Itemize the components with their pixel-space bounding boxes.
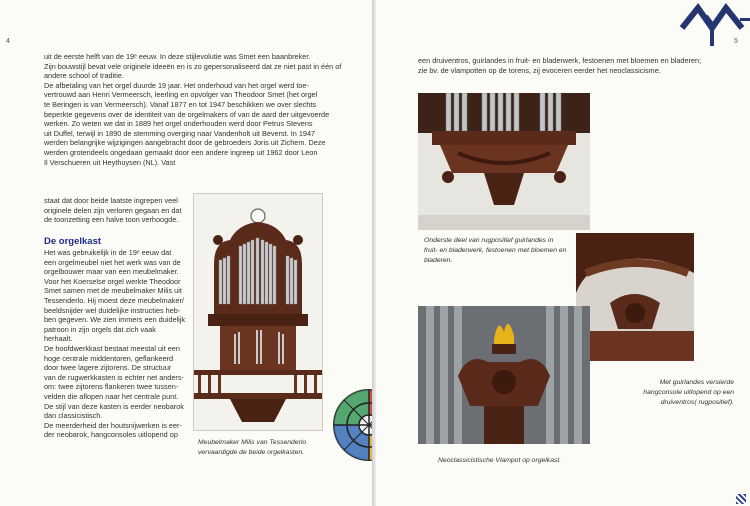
text-line: orgelbouwer maar van een meubelmaker.	[44, 267, 179, 277]
caption-line: Neoclassicistische Vlampot op orgelkast.	[438, 457, 562, 464]
text-line: De stijl van deze kasten is eerder neobarok	[44, 401, 184, 411]
text-line: te Beringen is van Vermeersch). Vanaf 1877 en tot 1947 beschikken we over slechts	[44, 99, 317, 109]
narrow-text	[44, 196, 184, 225]
text-line: door twee lagere zijtorens. De structuur	[44, 363, 172, 373]
text-line: vertrouwd aan Henri Vermeersch, leerling en opvolger van Theodoor Smet (het orgel	[44, 90, 318, 100]
text-line: De afbetaling van het orgel duurde 19 jaar. Het onderhoud van het orgel werd toe-	[44, 80, 309, 90]
text-line: zie bv. de vlampotten op de torens, zij evoceren eerder het neoclassicisme.	[418, 65, 661, 75]
text-line: Het was gebruikelijk in de 19ᵉ eeuw dat	[44, 248, 172, 257]
text-line: werken. Zo weten we dat in 1889 het orgel onderhouden werd door Petrus Stevens	[44, 119, 313, 129]
text-line: Tessenderlo. Hij moest deze meubelmaker/	[44, 295, 184, 305]
left-page	[0, 0, 372, 506]
text-line: Zijn bouwstijl bevat vele originele ideeën en is zo gepersonaliseerd dat ze niet past in één of	[44, 61, 342, 71]
text-line: om: twee zijtorens flankeren twee tussen-	[44, 382, 179, 392]
caption-line: vervaardigde de beide orgelkasten.	[198, 449, 305, 456]
caption-line: Met guirlandes versierde	[659, 379, 734, 386]
organ-caption	[198, 438, 338, 458]
text-line: patroon in zijn orgels dat zich vaak herhaalt.	[44, 324, 156, 344]
text-line: Voor het Koerselse orgel werkte Theodoor	[44, 276, 181, 286]
text-line: een druiventros, guirlandes in fruit- en bladerwerk, festoenen met bloemen en bladeren;	[418, 56, 702, 65]
text-line: Il Verschueren uit Heythuysen (NL). Vast	[44, 157, 176, 167]
section-heading: De orgelkast	[44, 236, 102, 247]
caption-line: bladeren.	[424, 257, 453, 264]
brand-logo	[680, 0, 750, 48]
text-line: ben gegeven. We zien immers een duidelijk	[44, 315, 186, 325]
vlampot-photo	[418, 306, 590, 444]
text-line: originele delen zijn verloren gegaan en dat	[44, 205, 182, 215]
section-text	[44, 248, 186, 440]
intro-text	[44, 52, 344, 167]
text-line: hoge centrale middentoren, geflankeerd	[44, 353, 173, 363]
organ-photo	[193, 193, 323, 431]
rugpositief-photo	[418, 93, 590, 230]
caption-line: hangconsole uitlopend op een	[643, 389, 734, 396]
text-line: een orgelmeubel niet het werk was van de	[44, 257, 181, 267]
text-line: van de rugwerkkasten is echter net anders-	[44, 372, 184, 382]
vlampot-caption	[438, 456, 608, 466]
caption-line: fruit- en bladerwerk, festoenen met bloemen en	[424, 247, 567, 254]
right-page	[376, 0, 750, 506]
text-line: werden belangrijke wijzigingen aangebracht door de gebroeders Joris uit Zichem. Deze	[44, 138, 326, 148]
text-line: der neobarok, hangconsoles uitlopend op	[44, 430, 178, 440]
text-line: dan classicistisch.	[44, 411, 103, 421]
rugpositief-caption	[424, 236, 594, 266]
text-line: staat dat door beide laatste ingrepen veel	[44, 196, 178, 205]
caption-line: druiventros( rugpositief).	[660, 399, 734, 406]
hangconsole-photo	[576, 233, 694, 361]
text-line: De meerderheid der houtsnijwerken is eer-	[44, 420, 182, 430]
page-number: 5	[734, 38, 738, 45]
caption-line: Meubelmaker Milis van Tessenderlo	[198, 439, 307, 446]
text-line: beperkte gegevens over de identiteit van de orgelmakers of van de aard der uitgevoerde	[44, 109, 330, 119]
text-line: de toonzetting een halve toon verhoogde.	[44, 215, 179, 225]
text-line: andere school of traditie.	[44, 71, 124, 81]
text-line: uit Duffel, terwijl in 1890 de stemming overging naar Vandenholt uit Beverst. In 1947	[44, 128, 316, 138]
caption-line: Onderste deel van rugpositief guirlandes in	[424, 237, 554, 244]
text-line: De hoofdwerkkast bestaat meestal uit een	[44, 343, 180, 353]
text-line: uit de eerste helft van de 19ᵉ eeuw. In deze stijlevolutie was Smet een baanbreker.	[44, 52, 311, 61]
console-caption	[624, 378, 734, 408]
text-line: Smet samen met de meubelmaker Milis uit	[44, 286, 182, 296]
text-line: velden die aflopen naar het centrale punt.	[44, 391, 179, 401]
page-number: 4	[6, 38, 10, 45]
text-line: beeldsnijder wel duidelijke instructies heb-	[44, 305, 181, 315]
intro-text	[418, 56, 738, 75]
text-line: werden grotendeels ongedaan gemaakt door een andere ingreep uit 1962 door Leon	[44, 147, 318, 157]
corner-pattern	[736, 494, 746, 504]
